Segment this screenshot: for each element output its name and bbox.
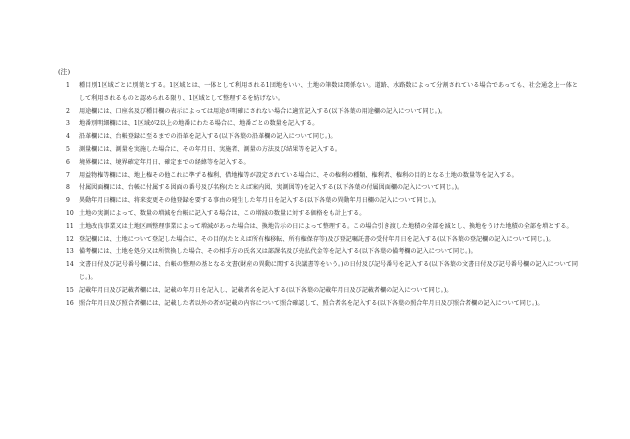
note-number: 13 — [66, 248, 74, 256]
note-number: 11 — [66, 222, 74, 230]
note-number: 12 — [66, 235, 74, 243]
note-item — [66, 106, 578, 119]
note-number: 6 — [66, 158, 70, 166]
note-item — [66, 118, 578, 131]
note-text: 地番別明細欄には、1区域が2以上の地番にわたる場合に、地番ごとの数量を記入する。 — [79, 120, 319, 128]
note-item — [66, 259, 578, 285]
note-item — [66, 208, 578, 221]
note-text: 境界欄には、境界確定年月日、確定までの経緯等を記入する。 — [79, 158, 250, 166]
note-item — [66, 234, 578, 247]
note-number: 2 — [66, 107, 70, 115]
note-number: 16 — [66, 299, 74, 307]
note-number: 4 — [66, 133, 70, 141]
note-item — [66, 157, 578, 170]
note-text: 記載年月日及び記載者欄には、記載の年月日を記入し、記載者名を記入する(以下各葉の記載年月日及び記載者欄の記入について同じ。)。 — [79, 286, 453, 294]
note-text: 照合年月日及び照合者欄には、記載した者以外の者が記載の内容について照合確認して、照合者名を記入する(以下各葉の照合年月日及び照合者欄の記入について同じ。)。 — [79, 299, 544, 307]
note-text: 用益物権等欄には、地上権その他これに準ずる権利、借地権等が設定されている場合に、その権利の種類、権利者、権利の目的となる土地の数量等を記入する。 — [79, 171, 518, 179]
note-number: 3 — [66, 120, 70, 128]
note-text: 土地の実測によって、数量の増減を台帳に記入する場合は、この増減の数量に対する価格をも計上する。 — [79, 209, 366, 217]
note-item — [66, 246, 578, 259]
notes-list — [66, 80, 578, 310]
note-text: 登記欄には、土地について登記した場合に、その目的(たとえば所有権移転、所有権保存等)及び登記嘱託書の受付年月日を記入する(以下各葉の登記欄の記入について同じ。)。 — [79, 235, 555, 243]
note-item — [66, 80, 578, 106]
note-text: 付属図面欄には、台帳に付属する図面の番号及び名称(たとえば案内図、実測図等)を記入する(以下各葉の付属図面欄の記入について同じ。)。 — [79, 184, 464, 192]
note-item — [66, 221, 578, 234]
note-number: 7 — [66, 171, 70, 179]
note-number: 15 — [66, 286, 74, 294]
note-text: 測量欄には、測量を実施した場合に、その年月日、実施者、測量の方法及び結果等を記入する。 — [79, 145, 342, 153]
note-number: 5 — [66, 145, 70, 153]
note-item — [66, 182, 578, 195]
notes-heading: (注) — [58, 68, 71, 76]
note-number: 14 — [66, 261, 74, 269]
note-text: 沿革欄には、台帳登録に至るまでの沿革を記入する(以下各葉の沿革欄の記入について同じ。)。 — [79, 133, 337, 141]
note-item — [66, 195, 578, 208]
note-text: 備考欄には、土地を処分又は所管換した場合、その相手方の氏名又は部課名及び売払代金等を記入する(以下各葉の備考欄の記入について同じ。)。 — [79, 248, 477, 256]
note-text: 文書日付及び記号番号欄には、台帳の整理の基となる文書(財産の異動に関する決議書等をいう。)の日付及び記号番号を記入する(以下各葉の文書日付及び記号番号欄の記入について同じ。)。 — [79, 261, 578, 281]
note-text: 土地改良事業又は土地区画整理事業によって増減があった場合は、換地告示の日によって整理する。この場合引き渡した地積の全部を減とし、換地をうけた地積の全部を増とする。 — [79, 222, 573, 230]
note-number: 10 — [66, 209, 74, 217]
note-item — [66, 285, 578, 298]
note-item — [66, 298, 578, 311]
note-number: 9 — [66, 197, 70, 205]
note-item — [66, 170, 578, 183]
note-number: 1 — [66, 82, 70, 89]
note-item — [66, 144, 578, 157]
note-text: 用途欄には、口座名及び種目欄の表示によっては用途が明確にされない場合に適宜記入する(以下各葉の用途欄の記入について同じ。)。 — [79, 107, 447, 115]
note-number: 8 — [66, 184, 70, 192]
note-item — [66, 131, 578, 144]
note-text: 異動年月日欄には、将来変更その他登録を要する事由の発生した年月日を記入する(以下各葉の異動年月日欄の記入について同じ。)。 — [79, 197, 441, 205]
note-text: 種目別1区域ごとに別葉とする。1区域とは、一体として利用される1団地をいい、土地の筆数は関係ない。道路、水路数によって分割されている場合であっても、社会通念上一体として利用されるものと認められる限り、1区域として整理するを妨げない。 — [79, 82, 578, 102]
